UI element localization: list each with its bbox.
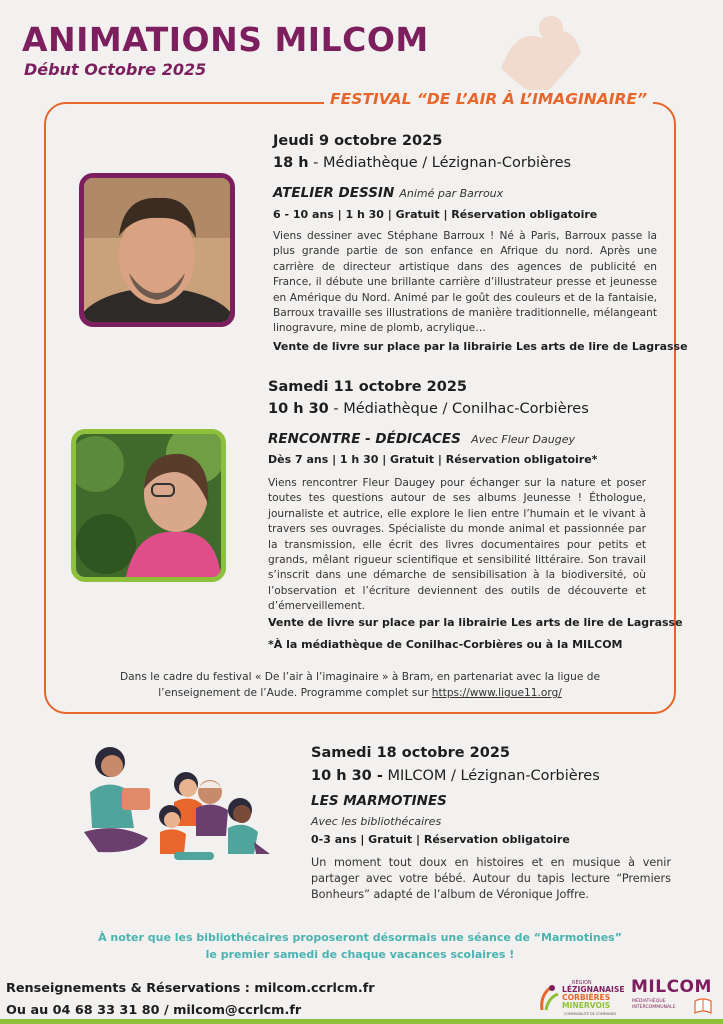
region-line-3: MINERVOIS bbox=[562, 1001, 611, 1011]
event3-host: Avec les bibliothécaires bbox=[311, 815, 442, 828]
event2-host: Avec Fleur Daugey bbox=[471, 433, 575, 446]
region-small-label: RÉGION bbox=[572, 980, 592, 986]
notice-line-1: À noter que les bibliothécaires proposeront désormais une séance de “Marmotines” bbox=[98, 931, 622, 944]
event1-description: Viens dessiner avec Stéphane Barroux ! Né à Paris, Barroux passe la plus grande partie de son enfance en Afrique du nord. Après une carrière de directeur artistique dans des agences de publicité en France, il débute une brillante carrière d’illustrateur presse et jeunesse en Amérique du Nord. Animé par le goût des couleurs et de la fantaisie, Barroux travaille ses illustrations de manière traditionnelle, mélangeant linogravure, mine de plomb, acrylique… bbox=[273, 230, 657, 335]
milcom-logo-sub bbox=[632, 999, 676, 1011]
milcom-sub-2: INTERCOMMUNALE bbox=[632, 1005, 676, 1010]
region-sub-label: COMMUNAUTÉ DE COMMUNES bbox=[564, 1012, 617, 1016]
region-logo bbox=[538, 978, 626, 1016]
event2-time-location bbox=[268, 401, 589, 417]
region-logo-text bbox=[562, 986, 625, 1011]
event3-time-location bbox=[311, 768, 600, 784]
region-line-1: LÉZIGNANAISE bbox=[562, 985, 625, 994]
festival-footnote bbox=[90, 669, 630, 701]
marmotines-notice bbox=[60, 929, 660, 963]
event3-date: Samedi 18 octobre 2025 bbox=[311, 745, 511, 761]
event1-meta: 6 - 10 ans | 1 h 30 | Gratuit | Réservation obligatoire bbox=[273, 208, 598, 221]
event1-name: ATELIER DESSIN bbox=[273, 185, 395, 201]
contact-line-1[interactable]: Renseignements & Réservations : milcom.ccrlcm.fr bbox=[6, 981, 375, 996]
event2-location: - Médiathèque / Conilhac-Corbières bbox=[328, 401, 589, 417]
event1-time: 18 h bbox=[273, 155, 309, 171]
milcom-logo bbox=[631, 977, 717, 1017]
fleur-daugey-photo bbox=[71, 429, 226, 582]
milcom-book-icon bbox=[693, 997, 713, 1015]
page-subtitle: Début Octobre 2025 bbox=[24, 60, 207, 79]
event3-description: Un moment tout doux en histoires et en musique à venir partager avec votre bébé. Autour du tapis lecture “Premiers Bonheurs” adapté de l’album de Véronique Joffre. bbox=[311, 856, 671, 901]
event1-bookstore-note: Vente de livre sur place par la librairie Les arts de lire de Lagrasse bbox=[273, 340, 688, 353]
event2-venue-footnote: *À la médiathèque de Conilhac-Corbières ou à la MILCOM bbox=[268, 638, 623, 651]
milcom-sub-1: MÉDIATHÈQUE bbox=[632, 999, 666, 1004]
event3-meta: 0-3 ans | Gratuit | Réservation obligatoire bbox=[311, 833, 570, 846]
event2-heading bbox=[268, 428, 575, 447]
event2-time: 10 h 30 bbox=[268, 401, 329, 417]
event3-time: 10 h 30 - bbox=[311, 768, 383, 784]
region-logo-mark-icon bbox=[538, 984, 560, 1012]
contact-info bbox=[6, 978, 375, 1022]
event2-date: Samedi 11 octobre 2025 bbox=[268, 379, 468, 395]
event2-name: RENCONTRE - DÉDICACES bbox=[268, 431, 461, 447]
region-line-2: CORBIÈRES bbox=[562, 993, 611, 1003]
event2-description: Viens rencontrer Fleur Daugey pour échanger sur la nature et poser toutes tes questions autour de ses albums Jeunesse ! Éthologue, journaliste et autrice, elle explore le lien entre l’humain et le vivant à travers ses ouvrages. Spécialiste du monde animal et passionnée par la transmission, elle écrit des livres documentaires pour petits et grands, mêlant rigueur scientifique et sensibilité littéraire. Son travail s’inscrit dans une démarche de sensibilisation à la biodiversité, où l’observation et l’écriture deviennent des outils de découverte et d’émerveillement. bbox=[268, 477, 646, 613]
event1-time-location bbox=[273, 155, 571, 171]
festival-footnote-text: Dans le cadre du festival « De l’air à l’imaginaire » à Bram, en partenariat avec la ligue de l’enseignement de l’Aude. Programme complet sur bbox=[120, 671, 600, 699]
page-title: ANIMATIONS MILCOM bbox=[22, 20, 429, 59]
festival-title: FESTIVAL “DE L’AIR À L’IMAGINAIRE” bbox=[324, 90, 653, 108]
barroux-photo bbox=[79, 173, 235, 327]
event3-location: MILCOM / Lézignan-Corbières bbox=[382, 768, 600, 784]
ligue11-link[interactable]: https://www.ligue11.org/ bbox=[431, 687, 562, 699]
event3-name: LES MARMOTINES bbox=[311, 793, 447, 809]
event1-date: Jeudi 9 octobre 2025 bbox=[273, 133, 443, 149]
marmotines-illustration bbox=[78, 742, 274, 872]
event1-heading bbox=[273, 182, 503, 201]
milcom-logo-name: MILCOM bbox=[631, 977, 712, 997]
event1-location: - Médiathèque / Lézignan-Corbières bbox=[308, 155, 572, 171]
notice-line-2: le premier samedi de chaque vacances scolaires ! bbox=[205, 948, 515, 961]
contact-line-2[interactable]: Ou au 04 68 33 31 80 / milcom@ccrlcm.fr bbox=[6, 1003, 302, 1018]
bottom-accent-bar bbox=[0, 1019, 723, 1024]
event2-meta: Dès 7 ans | 1 h 30 | Gratuit | Réservation obligatoire* bbox=[268, 453, 598, 466]
event2-bookstore-note: Vente de livre sur place par la librairie Les arts de lire de Lagrasse bbox=[268, 616, 683, 629]
event1-host: Animé par Barroux bbox=[399, 187, 504, 200]
